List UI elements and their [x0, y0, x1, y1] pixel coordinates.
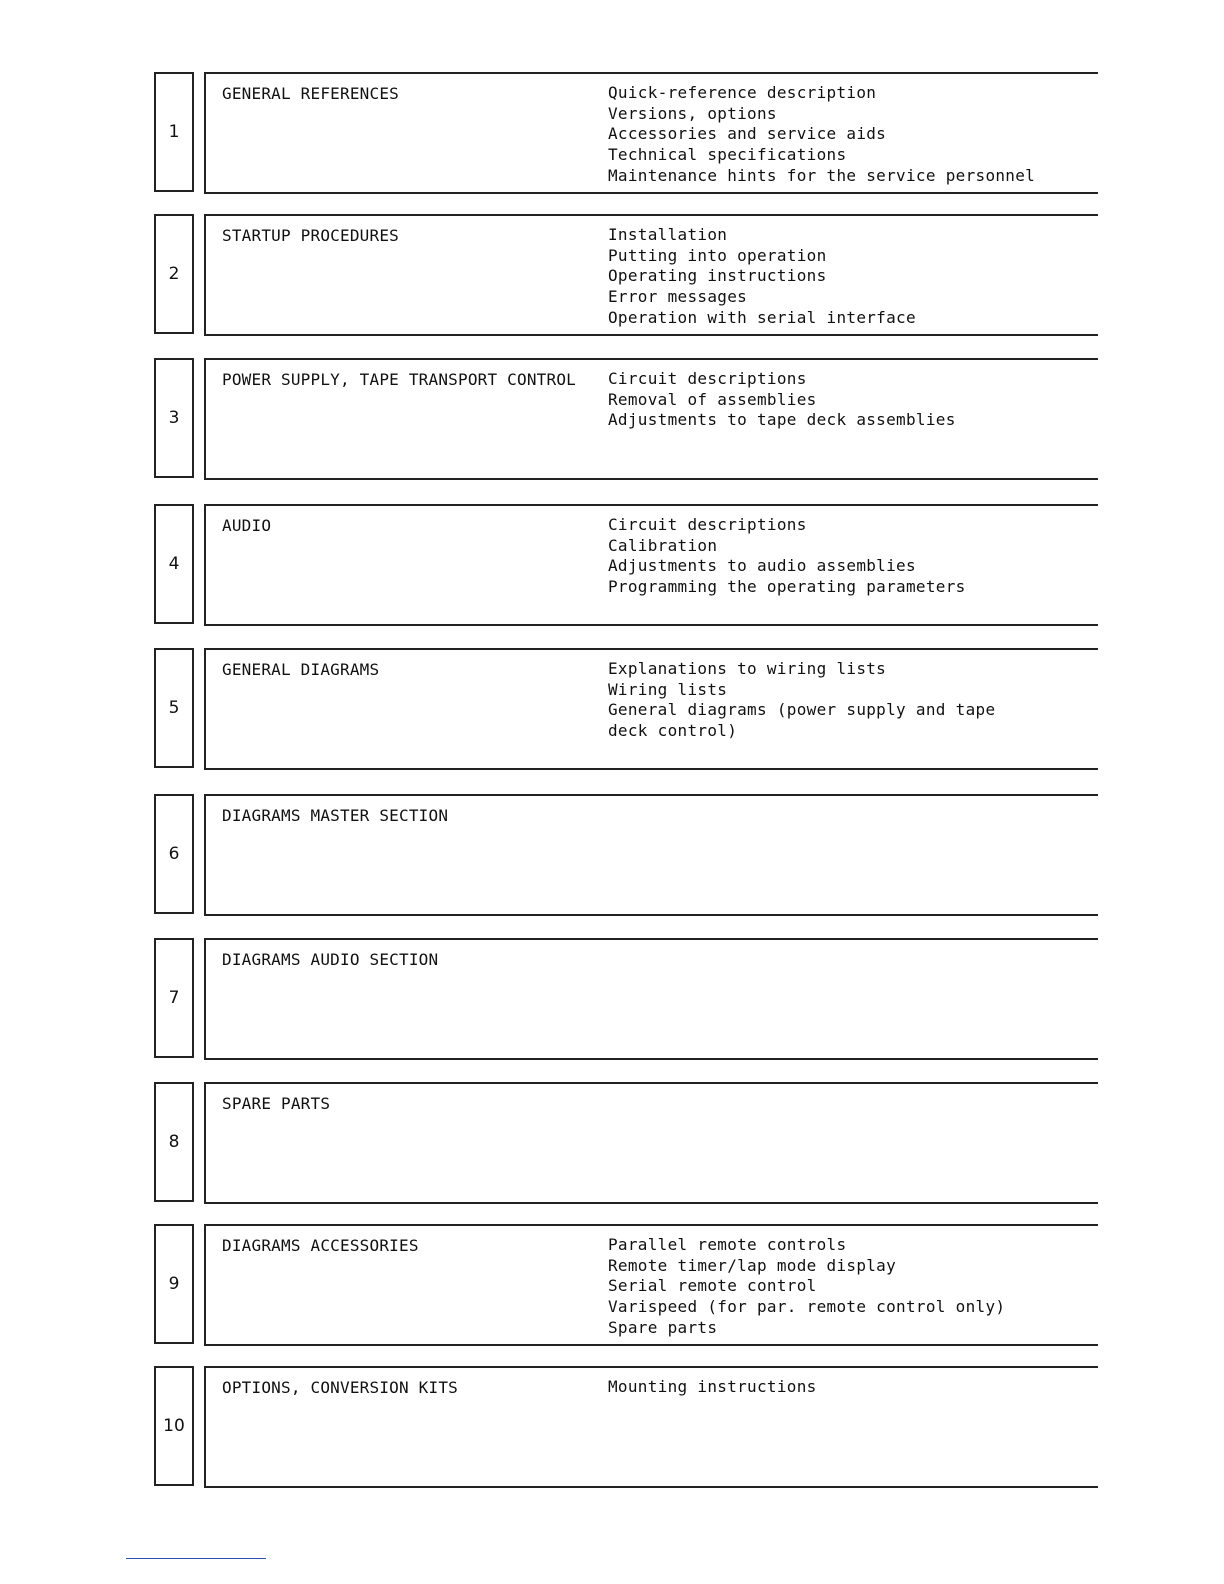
- section-8: [154, 1082, 1098, 1206]
- section-title: DIAGRAMS ACCESSORIES: [222, 1236, 419, 1255]
- section-item: Serial remote control: [608, 1276, 817, 1296]
- section-number: 7: [154, 938, 194, 1058]
- section-number: 3: [154, 358, 194, 478]
- section-title: GENERAL DIAGRAMS: [222, 660, 380, 679]
- section-item: Spare parts: [608, 1317, 718, 1337]
- section-2: [154, 214, 1098, 338]
- section-content: [204, 794, 1098, 916]
- section-items: [608, 369, 956, 431]
- section-content: [204, 1366, 1098, 1488]
- section-item: Removal of assemblies: [608, 389, 817, 409]
- section-number: 10: [154, 1366, 194, 1486]
- section-number: 5: [154, 648, 194, 768]
- section-items: [608, 515, 966, 598]
- section-number: 6: [154, 794, 194, 914]
- section-content: [204, 358, 1098, 480]
- section-number: 8: [154, 1082, 194, 1202]
- section-item: Parallel remote controls: [608, 1235, 847, 1254]
- section-5: [154, 648, 1098, 772]
- section-item: Maintenance hints for the service personnel: [608, 165, 1036, 185]
- section-item: deck control): [608, 721, 738, 741]
- section-items: [608, 1377, 817, 1398]
- section-content: [204, 504, 1098, 626]
- section-item: Adjustments to audio assemblies: [608, 556, 916, 576]
- section-item: Mounting instructions: [608, 1377, 817, 1396]
- section-4: [154, 504, 1098, 628]
- section-10: [154, 1366, 1098, 1490]
- section-content: [204, 648, 1098, 770]
- section-number: 4: [154, 504, 194, 624]
- section-number: 1: [154, 72, 194, 192]
- section-item: General diagrams (power supply and tape: [608, 700, 996, 720]
- section-content: [204, 214, 1098, 336]
- section-content: [204, 72, 1098, 194]
- section-title: OPTIONS, CONVERSION KITS: [222, 1378, 458, 1397]
- section-item: Operation with serial interface: [608, 307, 916, 327]
- section-title: DIAGRAMS AUDIO SECTION: [222, 950, 439, 969]
- section-1: [154, 72, 1098, 196]
- section-items: [608, 1235, 1005, 1339]
- section-content: [204, 1082, 1098, 1204]
- section-item: Adjustments to tape deck assemblies: [608, 410, 956, 430]
- section-item: Error messages: [608, 287, 748, 307]
- section-item: Accessories and service aids: [608, 124, 887, 144]
- section-item: Varispeed (for par. remote control only): [608, 1297, 1006, 1317]
- section-items: [608, 225, 916, 329]
- footer-rule: [126, 1558, 266, 1559]
- section-content: [204, 938, 1098, 1060]
- section-title: GENERAL REFERENCES: [222, 84, 399, 103]
- section-title: SPARE PARTS: [222, 1094, 331, 1113]
- section-7: [154, 938, 1098, 1062]
- section-item: Programming the operating parameters: [608, 577, 966, 597]
- section-title: POWER SUPPLY, TAPE TRANSPORT CONTROL: [222, 370, 576, 389]
- section-item: Versions, options: [608, 103, 777, 123]
- section-title: DIAGRAMS MASTER SECTION: [222, 806, 449, 825]
- section-item: Wiring lists: [608, 679, 728, 699]
- section-title: STARTUP PROCEDURES: [222, 226, 399, 245]
- section-item: Installation: [608, 225, 728, 244]
- section-items: [608, 659, 995, 742]
- section-item: Putting into operation: [608, 245, 827, 265]
- section-item: Circuit descriptions: [608, 369, 807, 388]
- section-item: Explanations to wiring lists: [608, 659, 887, 678]
- section-item: Operating instructions: [608, 266, 827, 286]
- section-item: Remote timer/lap mode display: [608, 1255, 897, 1275]
- section-title: AUDIO: [222, 516, 272, 535]
- section-item: Circuit descriptions: [608, 515, 807, 534]
- section-3: [154, 358, 1098, 482]
- section-item: Technical specifications: [608, 145, 847, 165]
- section-6: [154, 794, 1098, 918]
- section-items: [608, 83, 1035, 187]
- section-number: 2: [154, 214, 194, 334]
- section-item: Quick-reference description: [608, 83, 877, 102]
- section-number: 9: [154, 1224, 194, 1344]
- section-item: Calibration: [608, 535, 718, 555]
- section-content: [204, 1224, 1098, 1346]
- section-9: [154, 1224, 1098, 1348]
